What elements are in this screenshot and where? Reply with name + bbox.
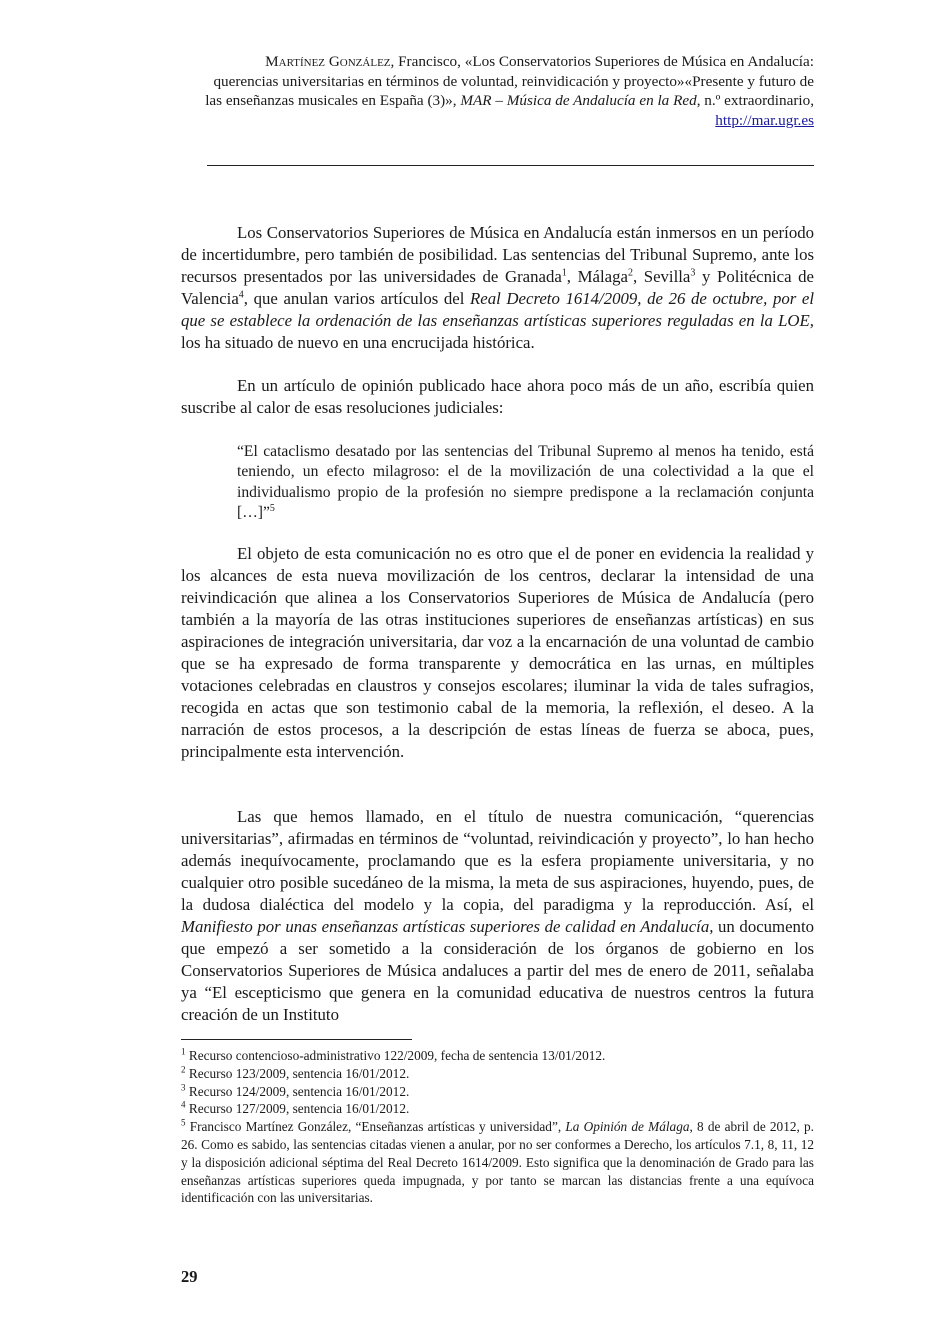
header-author: Martínez González (265, 53, 391, 70)
manifesto-title: Manifiesto por unas enseñanzas artísticas superiores de calidad en Andalucía, (181, 917, 714, 936)
newspaper-title: La Opinión de Málaga (565, 1119, 690, 1135)
paragraph-2: En un artículo de opinión publicado hace ahora poco más de un año, escribía quien suscribe al calor de esas resoluciones judiciales: (181, 376, 814, 417)
footnotes (181, 1047, 814, 1207)
block-quote: “El cataclismo desatado por las sentencias del Tribunal Supremo al menos ha tenido, está teniendo, un efecto milagroso: el de la movilización de una colectividad a la que el individualismo propio de la profesión no siempre predispone a la reclamación conjunta […]”$^5$ (237, 443, 814, 521)
paragraph-4: Las que hemos llamado, en el título de nuestra comunicación, “querencias universitarias”, afirmadas en términos de “voluntad, reivindicación y proyecto”, lo han hecho además inequívocamente, proclamando que es la esfera propiamente universitaria, y no cualquier otro posible sucedáneo de la misma, la meta de sus aspiraciones, huyendo, pues, de la dudosa dialéctica del modelo y la copia, del paradigma y la reproducción. Así, el Manifiesto por unas enseñanzas artísticas superiores de calidad en Andalucía, un documento que empezó a ser sometido a la consideración de los órganos de gobierno en los Conservatorios Superiores de Música andaluces a partir del mes de enero de 2011, señalaba ya “El escepticismo que genera en la comunidad educativa de nuestros centros la futura creación de un Instituto (181, 807, 814, 1024)
footnote-ref-1[interactable]: 1 (561, 267, 567, 279)
decree-title: Real Decreto 1614/2009, de 26 de octubre, por el que se establece la ordenación de las enseñanzas artísticas superiores reguladas en la LOE, (181, 289, 815, 330)
header-url-link[interactable]: http://mar.ugr.es (715, 111, 814, 129)
page-number: 29 (181, 1267, 198, 1286)
header-line3a: las enseñanzas musicales en España (3)», (205, 92, 461, 109)
footnote-ref-4[interactable]: 4 (238, 289, 244, 301)
footnote-2: $^2$ Recurso 123/2009, sentencia 16/01/2012. (181, 1064, 410, 1081)
header-journal: MAR – Música de Andalucía en la Red (460, 92, 697, 109)
paragraph-1: Los Conservatorios Superiores de Música en Andalucía están inmersos en un período de incertidumbre, pero también de posibilidad. Las sentencias del Tribunal Supremo, ante los recursos presentados por las universidades de Granada$^1$, Málaga$^2$, Sevilla$^3$ y Politécnica de Valencia$^4$, que anulan varios artículos del Real Decreto 1614/2009, de 26 de octubre, por el que se establece la ordenación de las enseñanzas artísticas superiores reguladas en la LOE, los ha situado de nuevo en una encrucijada histórica. (181, 223, 815, 352)
footnote-ref-2[interactable]: 2 (627, 267, 633, 279)
header-line2: querencias universitarias en términos de voluntad, reinvidicación y proyecto»«Presente y futuro de (213, 72, 814, 90)
footnote-ref-3[interactable]: 3 (690, 267, 696, 279)
paragraph-3: El objeto de esta comunicación no es otro que el de poner en evidencia la realidad y los alcances de esta nueva movilización de los centros, declarar la intensidad de una reivindicación que alinea a los Conservatorios Superiores de Música de Andalucía (pero también a la mayoría de las otras instituciones superiores de enseñanzas artísticas) en sus aspiraciones de integración universitaria, dar voz a la encarnación de una voluntad de cambio que se ha expresado de forma transparente y democrática en las urnas, en múltiples votaciones celebradas en claustros y consejos escolares; iluminar la vida de tales sufragios, recogida en actas que son testimonio cabal de la memoria, la reflexión, el deseo. A la narración de estos procesos, a la descripción de estas líneas de fuerza se aboca, pues, principalmente esta intervención. (181, 544, 814, 761)
footnote-1: $^1$ Recurso contencioso-administrativo 122/2009, fecha de sentencia 13/01/2012. (181, 1046, 606, 1063)
footnote-ref-5[interactable]: 5 (269, 502, 275, 514)
footnote-3: $^3$ Recurso 124/2009, sentencia 16/01/2012. (181, 1082, 410, 1099)
footnote-4: $^4$ Recurso 127/2009, sentencia 16/01/2012. (181, 1099, 410, 1117)
header-line1: , Francisco, «Los Conservatorios Superiores de Música en Andalucía: (390, 53, 814, 70)
footnote-rule (181, 1039, 412, 1040)
header-rule (207, 165, 814, 166)
header-line3b: , n.º extraordinario, (696, 92, 814, 109)
footnote-5: $^5$ Francisco Martínez González, “Enseñanzas artísticas y universidad”, La Opinión de Málaga, 8 de abril de 2012, p. 26. Como es sabido, las sentencias citadas vienen a anular, por no ser conformes a Derecho, los artículos 7.1, 8, 11, 12 y la disposición adicional séptima del Real Decreto 1614/2009. Esto significa que la denominación de Grado para las enseñanzas artísticas superiores queda impugnada, y por tanto se marcan las distancias frente a una equívoca identificación con las universitarias. (181, 1117, 814, 1206)
running-header (190, 52, 814, 130)
